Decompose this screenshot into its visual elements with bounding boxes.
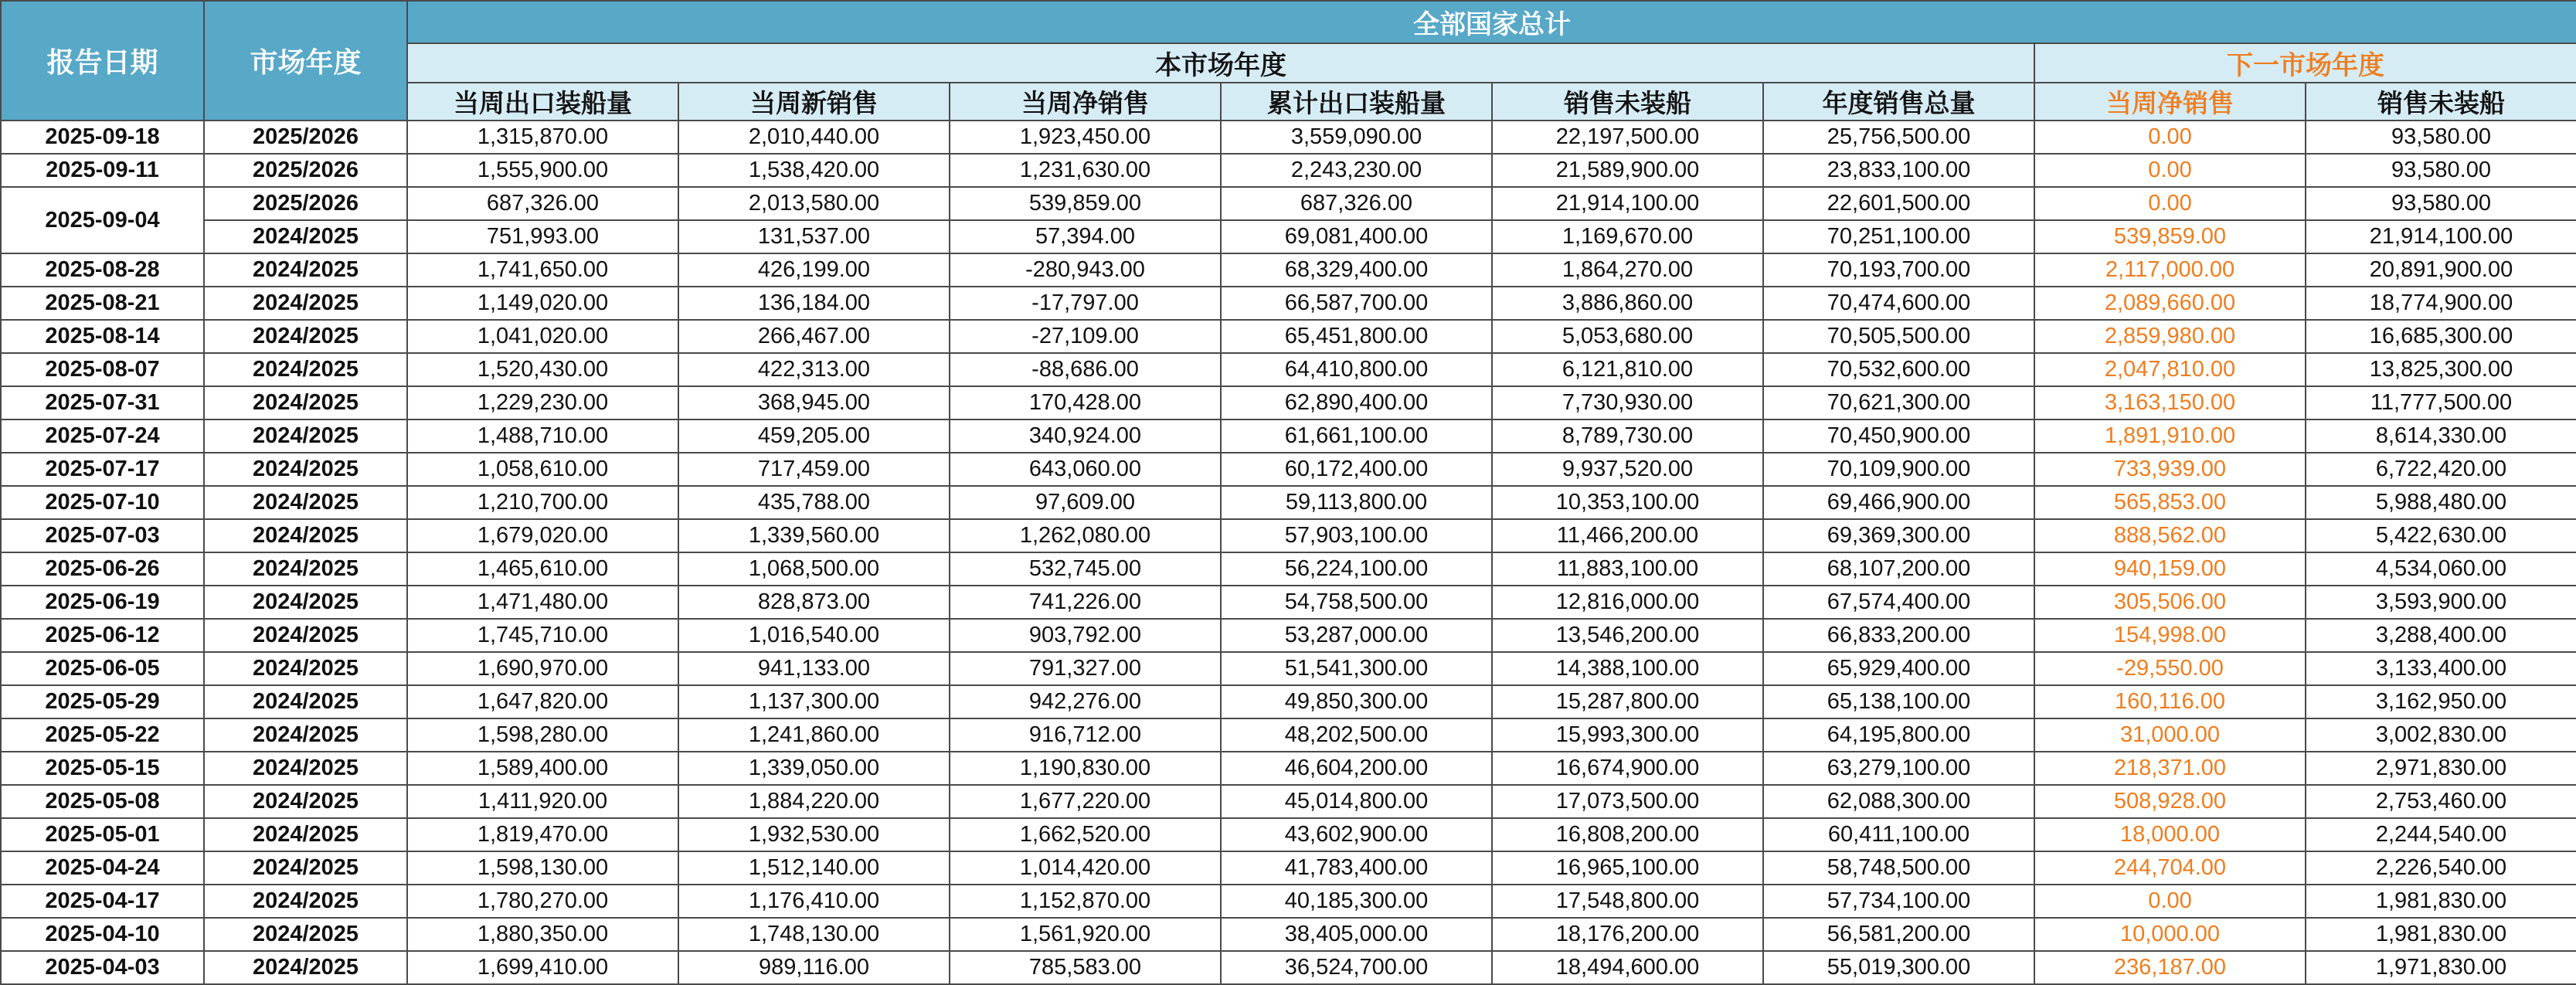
column-header: 累计出口装船量 <box>1221 83 1492 121</box>
market-year-cell: 2024/2025 <box>204 885 407 918</box>
value-cell: 1,679,020.00 <box>407 519 678 552</box>
report-date-cell: 2025-09-11 <box>1 154 204 187</box>
next-year-value-cell: 5,422,630.00 <box>2306 519 2576 552</box>
table-row <box>1 220 2576 253</box>
value-cell: 1,598,280.00 <box>407 718 678 752</box>
report-date-cell: 2025-04-24 <box>1 851 204 885</box>
next-year-value-cell: 2,047,810.00 <box>2034 353 2306 386</box>
value-cell: 57,903,100.00 <box>1221 519 1492 552</box>
value-cell: 136,184.00 <box>678 287 950 320</box>
value-cell: 11,466,200.00 <box>1492 519 1763 552</box>
report-date-cell: 2025-08-28 <box>1 253 204 287</box>
report-date-cell: 2025-07-31 <box>1 386 204 419</box>
report-date-cell: 2025-07-03 <box>1 519 204 552</box>
value-cell: -27,109.00 <box>950 320 1221 353</box>
value-cell: 6,121,810.00 <box>1492 353 1763 386</box>
value-cell: 63,279,100.00 <box>1763 752 2034 785</box>
value-cell: 59,113,800.00 <box>1221 486 1492 519</box>
report-date-cell: 2025-06-12 <box>1 619 204 652</box>
value-cell: 1,016,540.00 <box>678 619 950 652</box>
value-cell: 58,748,500.00 <box>1763 851 2034 885</box>
value-cell: 1,058,610.00 <box>407 453 678 486</box>
value-cell: 1,465,610.00 <box>407 552 678 586</box>
value-cell: 53,287,000.00 <box>1221 619 1492 652</box>
value-cell: 1,315,870.00 <box>407 121 678 154</box>
table-row <box>1 453 2576 486</box>
value-cell: 66,833,200.00 <box>1763 619 2034 652</box>
column-header: 年度销售总量 <box>1763 83 2034 121</box>
value-cell: 64,410,800.00 <box>1221 353 1492 386</box>
next-year-value-cell: 244,704.00 <box>2034 851 2306 885</box>
table-row <box>1 619 2576 652</box>
table-row <box>1 486 2576 519</box>
value-cell: 15,993,300.00 <box>1492 718 1763 752</box>
report-date-cell: 2025-05-15 <box>1 752 204 785</box>
value-cell: 1,555,900.00 <box>407 154 678 187</box>
report-date-cell: 2025-09-18 <box>1 121 204 154</box>
market-year-cell: 2024/2025 <box>204 818 407 851</box>
table-row <box>1 752 2576 785</box>
market-year-cell: 2025/2026 <box>204 187 407 220</box>
next-year-value-cell: 565,853.00 <box>2034 486 2306 519</box>
value-cell: 3,886,860.00 <box>1492 287 1763 320</box>
report-date-cell: 2025-05-22 <box>1 718 204 752</box>
table-row <box>1 519 2576 552</box>
value-cell: 1,884,220.00 <box>678 785 950 818</box>
value-cell: 55,019,300.00 <box>1763 951 2034 984</box>
table-row <box>1 187 2576 220</box>
table-row <box>1 353 2576 386</box>
market-year-cell: 2025/2026 <box>204 154 407 187</box>
next-year-value-cell: 2,117,000.00 <box>2034 253 2306 287</box>
value-cell: 266,467.00 <box>678 320 950 353</box>
next-year-value-cell: 305,506.00 <box>2034 586 2306 619</box>
value-cell: 51,541,300.00 <box>1221 652 1492 685</box>
value-cell: 1,041,020.00 <box>407 320 678 353</box>
column-header: 销售未装船 <box>1492 83 1763 121</box>
value-cell: 22,197,500.00 <box>1492 121 1763 154</box>
value-cell: 48,202,500.00 <box>1221 718 1492 752</box>
value-cell: 1,647,820.00 <box>407 685 678 718</box>
next-year-value-cell: 4,534,060.00 <box>2306 552 2576 586</box>
value-cell: 170,428.00 <box>950 386 1221 419</box>
table-row <box>1 287 2576 320</box>
value-cell: 56,224,100.00 <box>1221 552 1492 586</box>
value-cell: 9,937,520.00 <box>1492 453 1763 486</box>
market-year-cell: 2024/2025 <box>204 851 407 885</box>
value-cell: 70,532,600.00 <box>1763 353 2034 386</box>
next-year-value-cell: 10,000.00 <box>2034 918 2306 951</box>
market-year-cell: 2024/2025 <box>204 220 407 253</box>
value-cell: 56,581,200.00 <box>1763 918 2034 951</box>
report-date-cell: 2025-04-10 <box>1 918 204 951</box>
market-year-cell: 2024/2025 <box>204 785 407 818</box>
value-cell: 1,231,630.00 <box>950 154 1221 187</box>
value-cell: 43,602,900.00 <box>1221 818 1492 851</box>
report-date-cell: 2025-05-08 <box>1 785 204 818</box>
value-cell: 1,880,350.00 <box>407 918 678 951</box>
next-year-value-cell: 1,971,830.00 <box>2306 951 2576 984</box>
next-year-value-cell: 2,089,660.00 <box>2034 287 2306 320</box>
value-cell: 435,788.00 <box>678 486 950 519</box>
table-row <box>1 718 2576 752</box>
market-year-cell: 2024/2025 <box>204 486 407 519</box>
value-cell: 41,783,400.00 <box>1221 851 1492 885</box>
value-cell: 23,833,100.00 <box>1763 154 2034 187</box>
value-cell: 1,488,710.00 <box>407 419 678 453</box>
table-row <box>1 386 2576 419</box>
value-cell: 368,945.00 <box>678 386 950 419</box>
value-cell: 18,176,200.00 <box>1492 918 1763 951</box>
value-cell: 1,748,130.00 <box>678 918 950 951</box>
value-cell: 1,932,530.00 <box>678 818 950 851</box>
market-year-cell: 2024/2025 <box>204 320 407 353</box>
value-cell: 70,505,500.00 <box>1763 320 2034 353</box>
next-year-value-cell: 2,244,540.00 <box>2306 818 2576 851</box>
this-market-year-header: 本市场年度 <box>407 43 2034 83</box>
value-cell: 14,388,100.00 <box>1492 652 1763 685</box>
market-year-cell: 2025/2026 <box>204 121 407 154</box>
next-year-value-cell: 236,187.00 <box>2034 951 2306 984</box>
report-date-cell: 2025-04-17 <box>1 885 204 918</box>
value-cell: 17,073,500.00 <box>1492 785 1763 818</box>
value-cell: 70,251,100.00 <box>1763 220 2034 253</box>
value-cell: 7,730,930.00 <box>1492 386 1763 419</box>
value-cell: 66,587,700.00 <box>1221 287 1492 320</box>
value-cell: 40,185,300.00 <box>1221 885 1492 918</box>
value-cell: -17,797.00 <box>950 287 1221 320</box>
value-cell: 2,013,580.00 <box>678 187 950 220</box>
value-cell: 21,589,900.00 <box>1492 154 1763 187</box>
value-cell: 1,176,410.00 <box>678 885 950 918</box>
value-cell: 57,734,100.00 <box>1763 885 2034 918</box>
next-year-value-cell: 1,981,830.00 <box>2306 885 2576 918</box>
report-date-cell: 2025-07-17 <box>1 453 204 486</box>
value-cell: 70,109,900.00 <box>1763 453 2034 486</box>
next-year-value-cell: 0.00 <box>2034 154 2306 187</box>
value-cell: 70,621,300.00 <box>1763 386 2034 419</box>
report-date-cell: 2025-08-07 <box>1 353 204 386</box>
value-cell: 64,195,800.00 <box>1763 718 2034 752</box>
next-year-value-cell: 6,722,420.00 <box>2306 453 2576 486</box>
value-cell: 70,474,600.00 <box>1763 287 2034 320</box>
value-cell: 60,411,100.00 <box>1763 818 2034 851</box>
report-date-cell: 2025-05-01 <box>1 818 204 851</box>
next-column-header: 销售未装船 <box>2306 83 2576 121</box>
value-cell: 5,053,680.00 <box>1492 320 1763 353</box>
value-cell: 131,537.00 <box>678 220 950 253</box>
value-cell: 532,745.00 <box>950 552 1221 586</box>
next-year-value-cell: 20,891,900.00 <box>2306 253 2576 287</box>
table-row <box>1 818 2576 851</box>
market-year-cell: 2024/2025 <box>204 287 407 320</box>
value-cell: -88,686.00 <box>950 353 1221 386</box>
market-year-cell: 2024/2025 <box>204 353 407 386</box>
market-year-cell: 2024/2025 <box>204 453 407 486</box>
market-year-cell: 2024/2025 <box>204 386 407 419</box>
value-cell: 1,241,860.00 <box>678 718 950 752</box>
value-cell: 340,924.00 <box>950 419 1221 453</box>
report-date-header: 报告日期 <box>1 1 204 121</box>
value-cell: 11,883,100.00 <box>1492 552 1763 586</box>
report-date-cell: 2025-06-26 <box>1 552 204 586</box>
value-cell: 12,816,000.00 <box>1492 586 1763 619</box>
value-cell: 68,329,400.00 <box>1221 253 1492 287</box>
next-year-value-cell: 13,825,300.00 <box>2306 353 2576 386</box>
value-cell: -280,943.00 <box>950 253 1221 287</box>
table-row <box>1 885 2576 918</box>
value-cell: 1,068,500.00 <box>678 552 950 586</box>
value-cell: 65,929,400.00 <box>1763 652 2034 685</box>
value-cell: 1,339,050.00 <box>678 752 950 785</box>
value-cell: 751,993.00 <box>407 220 678 253</box>
value-cell: 54,758,500.00 <box>1221 586 1492 619</box>
value-cell: 3,559,090.00 <box>1221 121 1492 154</box>
value-cell: 942,276.00 <box>950 685 1221 718</box>
next-year-value-cell: 160,116.00 <box>2034 685 2306 718</box>
value-cell: 49,850,300.00 <box>1221 685 1492 718</box>
market-year-cell: 2024/2025 <box>204 752 407 785</box>
value-cell: 1,520,430.00 <box>407 353 678 386</box>
value-cell: 60,172,400.00 <box>1221 453 1492 486</box>
value-cell: 1,137,300.00 <box>678 685 950 718</box>
value-cell: 67,574,400.00 <box>1763 586 2034 619</box>
value-cell: 426,199.00 <box>678 253 950 287</box>
value-cell: 25,756,500.00 <box>1763 121 2034 154</box>
value-cell: 46,604,200.00 <box>1221 752 1492 785</box>
market-year-cell: 2024/2025 <box>204 419 407 453</box>
next-year-value-cell: 3,288,400.00 <box>2306 619 2576 652</box>
next-year-value-cell: 21,914,100.00 <box>2306 220 2576 253</box>
market-year-cell: 2024/2025 <box>204 552 407 586</box>
value-cell: 1,262,080.00 <box>950 519 1221 552</box>
value-cell: 1,538,420.00 <box>678 154 950 187</box>
value-cell: 1,819,470.00 <box>407 818 678 851</box>
market-year-cell: 2024/2025 <box>204 619 407 652</box>
next-year-value-cell: 16,685,300.00 <box>2306 320 2576 353</box>
report-date-cell: 2025-04-03 <box>1 951 204 984</box>
next-year-value-cell: 733,939.00 <box>2034 453 2306 486</box>
table-row <box>1 154 2576 187</box>
value-cell: 1,780,270.00 <box>407 885 678 918</box>
report-date-cell: 2025-06-19 <box>1 586 204 619</box>
value-cell: 21,914,100.00 <box>1492 187 1763 220</box>
next-year-value-cell: 508,928.00 <box>2034 785 2306 818</box>
next-column-header: 当周净销售 <box>2034 83 2306 121</box>
value-cell: 17,548,800.00 <box>1492 885 1763 918</box>
value-cell: 1,745,710.00 <box>407 619 678 652</box>
value-cell: 1,741,650.00 <box>407 253 678 287</box>
next-year-value-cell: 0.00 <box>2034 885 2306 918</box>
value-cell: 57,394.00 <box>950 220 1221 253</box>
value-cell: 69,369,300.00 <box>1763 519 2034 552</box>
table-body <box>1 121 2576 984</box>
value-cell: 22,601,500.00 <box>1763 187 2034 220</box>
value-cell: 785,583.00 <box>950 951 1221 984</box>
report-date-cell: 2025-07-10 <box>1 486 204 519</box>
value-cell: 1,411,920.00 <box>407 785 678 818</box>
value-cell: 62,088,300.00 <box>1763 785 2034 818</box>
value-cell: 1,561,920.00 <box>950 918 1221 951</box>
value-cell: 422,313.00 <box>678 353 950 386</box>
market-year-cell: 2024/2025 <box>204 519 407 552</box>
market-year-cell: 2024/2025 <box>204 586 407 619</box>
value-cell: 1,210,700.00 <box>407 486 678 519</box>
next-year-value-cell: 2,971,830.00 <box>2306 752 2576 785</box>
market-year-cell: 2024/2025 <box>204 253 407 287</box>
value-cell: 791,327.00 <box>950 652 1221 685</box>
value-cell: 36,524,700.00 <box>1221 951 1492 984</box>
value-cell: 903,792.00 <box>950 619 1221 652</box>
next-year-value-cell: 93,580.00 <box>2306 121 2576 154</box>
next-year-value-cell: 93,580.00 <box>2306 154 2576 187</box>
market-year-cell: 2024/2025 <box>204 718 407 752</box>
value-cell: 1,339,560.00 <box>678 519 950 552</box>
value-cell: 68,107,200.00 <box>1763 552 2034 586</box>
next-year-value-cell: 11,777,500.00 <box>2306 386 2576 419</box>
value-cell: 687,326.00 <box>1221 187 1492 220</box>
table-row <box>1 253 2576 287</box>
next-year-value-cell: 31,000.00 <box>2034 718 2306 752</box>
market-year-cell: 2024/2025 <box>204 685 407 718</box>
value-cell: 1,471,480.00 <box>407 586 678 619</box>
table-row <box>1 918 2576 951</box>
next-year-value-cell: 3,133,400.00 <box>2306 652 2576 685</box>
value-cell: 459,205.00 <box>678 419 950 453</box>
report-date-cell: 2025-07-24 <box>1 419 204 453</box>
value-cell: 1,864,270.00 <box>1492 253 1763 287</box>
next-year-value-cell: 93,580.00 <box>2306 187 2576 220</box>
next-year-value-cell: 218,371.00 <box>2034 752 2306 785</box>
table-row <box>1 851 2576 885</box>
market-year-cell: 2024/2025 <box>204 652 407 685</box>
value-cell: 1,699,410.00 <box>407 951 678 984</box>
next-year-value-cell: -29,550.00 <box>2034 652 2306 685</box>
value-cell: 38,405,000.00 <box>1221 918 1492 951</box>
column-header: 当周净销售 <box>950 83 1221 121</box>
value-cell: 16,965,100.00 <box>1492 851 1763 885</box>
value-cell: 1,190,830.00 <box>950 752 1221 785</box>
report-date-cell: 2025-08-14 <box>1 320 204 353</box>
next-year-value-cell: 3,593,900.00 <box>2306 586 2576 619</box>
value-cell: 70,193,700.00 <box>1763 253 2034 287</box>
table-row <box>1 951 2576 984</box>
next-year-value-cell: 3,002,830.00 <box>2306 718 2576 752</box>
value-cell: 741,226.00 <box>950 586 1221 619</box>
value-cell: 62,890,400.00 <box>1221 386 1492 419</box>
table-row <box>1 121 2576 154</box>
value-cell: 717,459.00 <box>678 453 950 486</box>
next-year-value-cell: 940,159.00 <box>2034 552 2306 586</box>
next-year-value-cell: 154,998.00 <box>2034 619 2306 652</box>
table-row <box>1 419 2576 453</box>
value-cell: 69,081,400.00 <box>1221 220 1492 253</box>
report-date-cell: 2025-09-04 <box>1 187 204 253</box>
next-year-value-cell: 888,562.00 <box>2034 519 2306 552</box>
value-cell: 70,450,900.00 <box>1763 419 2034 453</box>
next-year-value-cell: 18,000.00 <box>2034 818 2306 851</box>
value-cell: 1,662,520.00 <box>950 818 1221 851</box>
value-cell: 1,512,140.00 <box>678 851 950 885</box>
all-countries-header: 全部国家总计 <box>407 1 2576 43</box>
next-year-value-cell: 2,226,540.00 <box>2306 851 2576 885</box>
value-cell: 539,859.00 <box>950 187 1221 220</box>
next-year-value-cell: 5,988,480.00 <box>2306 486 2576 519</box>
value-cell: 61,661,100.00 <box>1221 419 1492 453</box>
next-year-value-cell: 3,162,950.00 <box>2306 685 2576 718</box>
value-cell: 1,014,420.00 <box>950 851 1221 885</box>
value-cell: 45,014,800.00 <box>1221 785 1492 818</box>
value-cell: 2,243,230.00 <box>1221 154 1492 187</box>
table-row <box>1 552 2576 586</box>
next-year-value-cell: 2,859,980.00 <box>2034 320 2306 353</box>
value-cell: 18,494,600.00 <box>1492 951 1763 984</box>
value-cell: 643,060.00 <box>950 453 1221 486</box>
value-cell: 828,873.00 <box>678 586 950 619</box>
value-cell: 1,149,020.00 <box>407 287 678 320</box>
next-year-value-cell: 8,614,330.00 <box>2306 419 2576 453</box>
value-cell: 687,326.00 <box>407 187 678 220</box>
value-cell: 1,690,970.00 <box>407 652 678 685</box>
value-cell: 1,589,400.00 <box>407 752 678 785</box>
next-year-value-cell: 0.00 <box>2034 187 2306 220</box>
next-year-value-cell: 3,163,150.00 <box>2034 386 2306 419</box>
value-cell: 65,138,100.00 <box>1763 685 2034 718</box>
next-year-value-cell: 1,981,830.00 <box>2306 918 2576 951</box>
market-year-cell: 2024/2025 <box>204 951 407 984</box>
next-market-year-header: 下一市场年度 <box>2034 43 2576 83</box>
value-cell: 1,169,670.00 <box>1492 220 1763 253</box>
next-year-value-cell: 1,891,910.00 <box>2034 419 2306 453</box>
value-cell: 65,451,800.00 <box>1221 320 1492 353</box>
report-date-cell: 2025-08-21 <box>1 287 204 320</box>
value-cell: 13,546,200.00 <box>1492 619 1763 652</box>
value-cell: 16,808,200.00 <box>1492 818 1763 851</box>
market-year-header: 市场年度 <box>204 1 407 121</box>
next-year-value-cell: 0.00 <box>2034 121 2306 154</box>
value-cell: 1,229,230.00 <box>407 386 678 419</box>
table-row <box>1 320 2576 353</box>
next-year-value-cell: 539,859.00 <box>2034 220 2306 253</box>
value-cell: 16,674,900.00 <box>1492 752 1763 785</box>
table-row <box>1 586 2576 619</box>
value-cell: 10,353,100.00 <box>1492 486 1763 519</box>
value-cell: 1,923,450.00 <box>950 121 1221 154</box>
table-row <box>1 652 2576 685</box>
value-cell: 8,789,730.00 <box>1492 419 1763 453</box>
report-date-cell: 2025-05-29 <box>1 685 204 718</box>
column-header: 当周新销售 <box>678 83 950 121</box>
value-cell: 1,677,220.00 <box>950 785 1221 818</box>
value-cell: 916,712.00 <box>950 718 1221 752</box>
next-year-value-cell: 18,774,900.00 <box>2306 287 2576 320</box>
value-cell: 69,466,900.00 <box>1763 486 2034 519</box>
market-year-cell: 2024/2025 <box>204 918 407 951</box>
value-cell: 15,287,800.00 <box>1492 685 1763 718</box>
value-cell: 1,152,870.00 <box>950 885 1221 918</box>
column-header: 当周出口装船量 <box>407 83 678 121</box>
table-row <box>1 785 2576 818</box>
table-row <box>1 685 2576 718</box>
value-cell: 97,609.00 <box>950 486 1221 519</box>
report-date-cell: 2025-06-05 <box>1 652 204 685</box>
value-cell: 2,010,440.00 <box>678 121 950 154</box>
value-cell: 1,598,130.00 <box>407 851 678 885</box>
value-cell: 941,133.00 <box>678 652 950 685</box>
next-year-value-cell: 2,753,460.00 <box>2306 785 2576 818</box>
value-cell: 989,116.00 <box>678 951 950 984</box>
